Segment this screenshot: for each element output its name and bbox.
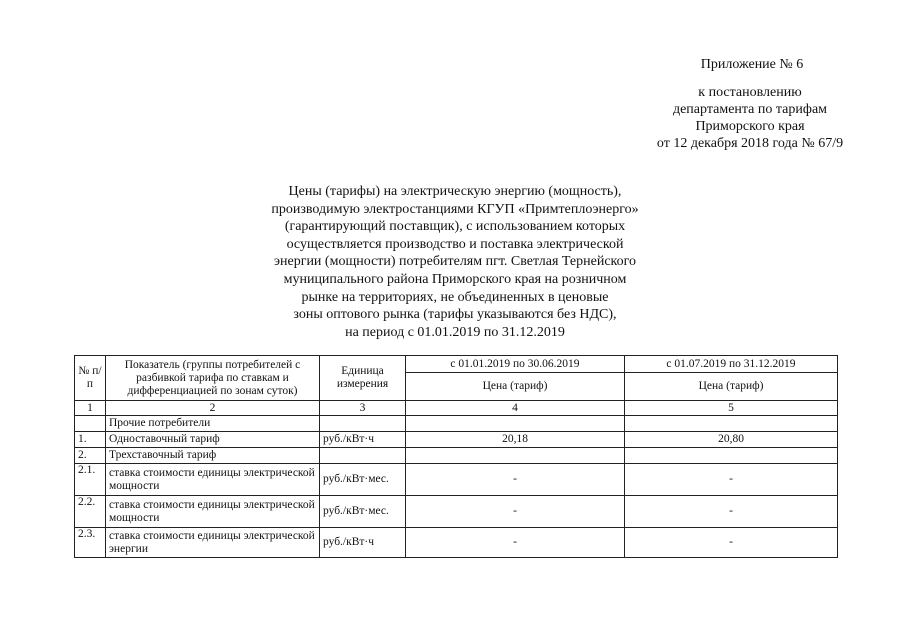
appendix-line: к постановлению [698,85,802,100]
row-indicator: ставка стоимости единицы электрической энергии [106,528,320,558]
column-number: 4 [406,401,625,416]
row-indicator: ставка стоимости единицы электрической мощности [106,464,320,496]
header-period-1: с 01.01.2019 по 30.06.2019 [406,356,625,373]
row-indicator: ставка стоимости единицы электрической мощности [106,496,320,528]
row-num: 2.1. [75,464,106,496]
appendix-number: Приложение № 6 [700,57,804,72]
table-row [75,496,838,528]
row-num: 2.3. [75,528,106,558]
title-line: рынке на территориях, не объединенных в ценовые [301,289,609,305]
title-line: энергии (мощности) потребителям пгт. Светлая Тернейского [273,254,637,270]
title-line: на период с 01.01.2019 по 31.12.2019 [345,324,565,340]
title-line: Цены (тарифы) на электрическую энергию (мощность), [288,184,622,199]
table-row [75,464,838,496]
table-row [75,448,838,464]
group-label: Прочие потребители [106,416,320,432]
row-num: 2. [75,448,106,464]
row-value-1: - [406,528,625,558]
row-value-2: - [625,464,838,496]
tariff-table [74,355,838,558]
title-line: производимую электростанциями КГУП «Примтеплоэнерго» [271,201,639,217]
column-number: 5 [625,401,838,416]
title-line: осуществляется производство и поставка электрической [286,236,624,252]
header-price-1: Цена (тариф) [406,373,625,401]
table-row [75,432,838,448]
row-value-2 [625,448,838,464]
header-price-2: Цена (тариф) [625,373,838,401]
row-unit [320,448,406,464]
table-row [75,528,838,558]
row-value-1: - [406,464,625,496]
appendix-line: Приморского края [695,119,805,134]
row-num: 2.2. [75,496,106,528]
title-line: муниципального района Приморского края на розничном [283,271,627,287]
table-group-row [75,416,838,432]
appendix-line: от 12 декабря 2018 года № 67/9 [656,136,844,151]
row-value-2: 20,80 [625,432,838,448]
document-title [240,183,670,341]
row-indicator: Трехставочный тариф [106,448,320,464]
row-value-1: 20,18 [406,432,625,448]
row-unit: руб./кВт·ч [320,528,406,558]
row-value-2: - [625,528,838,558]
title-line: зоны оптового рынка (тарифы указываются без НДС), [293,307,617,323]
row-value-1 [406,448,625,464]
column-number: 1 [75,401,106,416]
row-value-2: - [625,496,838,528]
column-number: 3 [320,401,406,416]
header-unit: Единица измерения [320,356,406,401]
row-unit: руб./кВт·ч [320,432,406,448]
row-unit: руб./кВт·мес. [320,464,406,496]
header-num: № п/п [75,356,106,401]
title-line: (гарантирующий поставщик), с использованием которых [284,219,626,235]
row-unit: руб./кВт·мес. [320,496,406,528]
header-period-2: с 01.07.2019 по 31.12.2019 [625,356,838,373]
row-value-1: - [406,496,625,528]
appendix-block [585,56,905,152]
row-num: 1. [75,432,106,448]
appendix-line: департамента по тарифам [672,102,828,117]
column-number: 2 [106,401,320,416]
row-indicator: Одноставочный тариф [106,432,320,448]
header-indicator: Показатель (группы потребителей с разбивкой тарифа по ставкам и дифференциацией по зонам суток) [106,356,320,401]
